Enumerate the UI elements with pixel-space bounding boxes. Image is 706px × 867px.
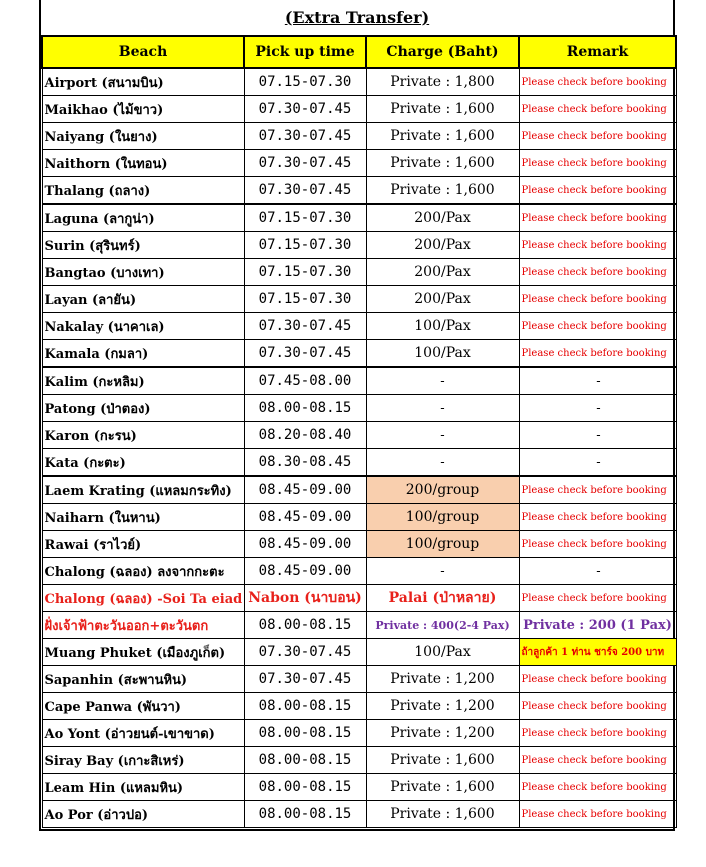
beach-cell: Ao Yont (อ่าวยนต์-เขาขาด) (42, 720, 244, 747)
remark-cell: - (519, 422, 676, 449)
remark-cell: - (519, 367, 676, 395)
remark-cell: ถ้าลูกค้า 1 ท่าน ชาร์จ 200 บาท (519, 639, 676, 666)
remark-cell: Please check before booking (519, 232, 676, 259)
header-charge: Charge (Baht) (366, 36, 519, 68)
pickup-cell: 07.30-07.45 (244, 639, 366, 666)
beach-cell: ฝั่งเจ้าฟ้าตะวันออก+ตะวันตก (42, 612, 244, 639)
pickup-cell: 07.30-07.45 (244, 340, 366, 368)
pickup-cell: 08.30-08.45 (244, 449, 366, 477)
pickup-cell: 08.00-08.15 (244, 395, 366, 422)
charge-cell: 200/group (366, 476, 519, 504)
table-row (42, 476, 676, 504)
table-row (42, 340, 676, 368)
table-row (42, 639, 676, 666)
pickup-cell: 07.15-07.30 (244, 286, 366, 313)
charge-cell: - (366, 558, 519, 585)
beach-cell: Naiyang (ในยาง) (42, 123, 244, 150)
table-row (42, 204, 676, 232)
beach-cell: Kalim (กะหลิม) (42, 367, 244, 395)
pickup-cell: 08.45-09.00 (244, 476, 366, 504)
remark-cell: Please check before booking (519, 204, 676, 232)
beach-cell: Patong (ป่าตอง) (42, 395, 244, 422)
charge-cell: 200/Pax (366, 286, 519, 313)
remark-cell: Please check before booking (519, 68, 676, 96)
remark-cell: Please check before booking (519, 666, 676, 693)
beach-cell: Thalang (ถลาง) (42, 177, 244, 205)
charge-cell: - (366, 449, 519, 477)
pickup-cell: 08.00-08.15 (244, 720, 366, 747)
pickup-cell: 07.30-07.45 (244, 666, 366, 693)
remark-cell: Please check before booking (519, 531, 676, 558)
header-remark: Remark (519, 36, 676, 68)
pickup-cell: 07.30-07.45 (244, 96, 366, 123)
table-row (42, 313, 676, 340)
table-row (42, 449, 676, 477)
remark-cell: - (519, 395, 676, 422)
charge-cell: Private : 1,600 (366, 96, 519, 123)
beach-cell: Surin (สุรินทร์) (42, 232, 244, 259)
table-row (42, 720, 676, 747)
transfer-sheet (39, 0, 675, 831)
remark-cell: Please check before booking (519, 476, 676, 504)
table-row (42, 747, 676, 774)
table-row (42, 259, 676, 286)
pickup-cell: 08.00-08.15 (244, 774, 366, 801)
beach-cell: Maikhao (ไม้ขาว) (42, 96, 244, 123)
table-row (42, 801, 676, 828)
beach-cell: Sapanhin (สะพานหิน) (42, 666, 244, 693)
pickup-cell: 07.15-07.30 (244, 68, 366, 96)
beach-cell: Laguna (ลากูน่า) (42, 204, 244, 232)
charge-cell: - (366, 367, 519, 395)
remark-cell: Please check before booking (519, 720, 676, 747)
page-title: (Extra Transfer) (284, 8, 430, 27)
charge-cell: Private : 1,200 (366, 666, 519, 693)
remark-cell: - (519, 449, 676, 477)
transfer-table (41, 35, 677, 828)
table-row (42, 585, 676, 612)
table-row (42, 123, 676, 150)
beach-cell: Karon (กะรน) (42, 422, 244, 449)
remark-cell: Please check before booking (519, 747, 676, 774)
table-row (42, 504, 676, 531)
table-row (42, 177, 676, 205)
header-pickup: Pick up time (244, 36, 366, 68)
table-row (42, 367, 676, 395)
header-row (42, 36, 676, 68)
remark-cell: Please check before booking (519, 340, 676, 368)
charge-cell: Private : 1,600 (366, 150, 519, 177)
charge-cell: Private : 1,800 (366, 68, 519, 96)
table-row (42, 232, 676, 259)
table-row (42, 286, 676, 313)
remark-cell: Please check before booking (519, 286, 676, 313)
charge-cell: 200/Pax (366, 204, 519, 232)
header-beach: Beach (42, 36, 244, 68)
pickup-cell: 07.15-07.30 (244, 232, 366, 259)
beach-cell: Ao Por (อ่าวปอ) (42, 801, 244, 828)
beach-cell: Chalong (ฉลอง) ลงจากกะตะ (42, 558, 244, 585)
charge-cell: 200/Pax (366, 259, 519, 286)
charge-cell: 100/group (366, 531, 519, 558)
charge-cell: 200/Pax (366, 232, 519, 259)
charge-cell: - (366, 395, 519, 422)
charge-cell: Private : 1,200 (366, 720, 519, 747)
beach-cell: Leam Hin (แหลมหิน) (42, 774, 244, 801)
charge-cell: 100/Pax (366, 639, 519, 666)
beach-cell: Rawai (ราไวย์) (42, 531, 244, 558)
remark-cell: Please check before booking (519, 150, 676, 177)
remark-cell: Please check before booking (519, 313, 676, 340)
table-row (42, 531, 676, 558)
pickup-cell: 08.00-08.15 (244, 747, 366, 774)
remark-cell: Please check before booking (519, 693, 676, 720)
charge-cell: 100/group (366, 504, 519, 531)
pickup-cell: 07.30-07.45 (244, 123, 366, 150)
table-row (42, 558, 676, 585)
charge-cell: Private : 1,600 (366, 801, 519, 828)
table-row (42, 774, 676, 801)
pickup-cell: 07.15-07.30 (244, 259, 366, 286)
pickup-cell: 08.20-08.40 (244, 422, 366, 449)
remark-cell: Please check before booking (519, 585, 676, 612)
charge-cell: - (366, 422, 519, 449)
beach-cell: Naiharn (ในหาน) (42, 504, 244, 531)
beach-cell: Siray Bay (เกาะสิเหร่) (42, 747, 244, 774)
remark-cell: Please check before booking (519, 123, 676, 150)
table-row (42, 693, 676, 720)
pickup-cell: 07.30-07.45 (244, 177, 366, 205)
table-row (42, 612, 676, 639)
charge-cell: 100/Pax (366, 340, 519, 368)
table-row (42, 395, 676, 422)
pickup-cell: 08.00-08.15 (244, 693, 366, 720)
pickup-cell: 07.30-07.45 (244, 150, 366, 177)
pickup-cell: 07.45-08.00 (244, 367, 366, 395)
beach-cell: Cape Panwa (พันวา) (42, 693, 244, 720)
charge-cell: Private : 1,600 (366, 747, 519, 774)
beach-cell: Layan (ลายัน) (42, 286, 244, 313)
pickup-cell: 07.15-07.30 (244, 204, 366, 232)
beach-cell: Chalong (ฉลอง) -Soi Ta eiad (42, 585, 244, 612)
pickup-cell: 08.45-09.00 (244, 531, 366, 558)
remark-cell: Please check before booking (519, 504, 676, 531)
beach-cell: Nakalay (นาคาเล) (42, 313, 244, 340)
pickup-cell: 08.00-08.15 (244, 801, 366, 828)
remark-cell: - (519, 558, 676, 585)
charge-cell: Palai (ป่าหลาย) (366, 585, 519, 612)
table-row (42, 666, 676, 693)
charge-cell: Private : 1,600 (366, 177, 519, 205)
pickup-cell: 08.00-08.15 (244, 612, 366, 639)
beach-cell: Muang Phuket (เมืองภูเก็ต) (42, 639, 244, 666)
beach-cell: Bangtao (บางเทา) (42, 259, 244, 286)
table-row (42, 150, 676, 177)
table-row (42, 422, 676, 449)
beach-cell: Airport (สนามบิน) (42, 68, 244, 96)
remark-cell: Please check before booking (519, 801, 676, 828)
charge-cell: Private : 1,200 (366, 693, 519, 720)
remark-cell: Please check before booking (519, 96, 676, 123)
remark-cell: Please check before booking (519, 177, 676, 205)
charge-cell: Private : 400(2-4 Pax) (366, 612, 519, 639)
remark-cell: Please check before booking (519, 259, 676, 286)
beach-cell: Kata (กะตะ) (42, 449, 244, 477)
pickup-cell: 08.45-09.00 (244, 504, 366, 531)
charge-cell: Private : 1,600 (366, 123, 519, 150)
beach-cell: Laem Krating (แหลมกระทิง) (42, 476, 244, 504)
remark-cell: Please check before booking (519, 774, 676, 801)
beach-cell: Kamala (กมลา) (42, 340, 244, 368)
beach-cell: Naithorn (ในทอน) (42, 150, 244, 177)
table-row (42, 96, 676, 123)
charge-cell: Private : 1,600 (366, 774, 519, 801)
remark-cell: Private : 200 (1 Pax) (519, 612, 676, 639)
charge-cell: 100/Pax (366, 313, 519, 340)
table-row (42, 68, 676, 96)
pickup-cell: 08.45-09.00 (244, 558, 366, 585)
pickup-cell: 07.30-07.45 (244, 313, 366, 340)
pickup-cell: Nabon (นาบอน) (244, 585, 366, 612)
